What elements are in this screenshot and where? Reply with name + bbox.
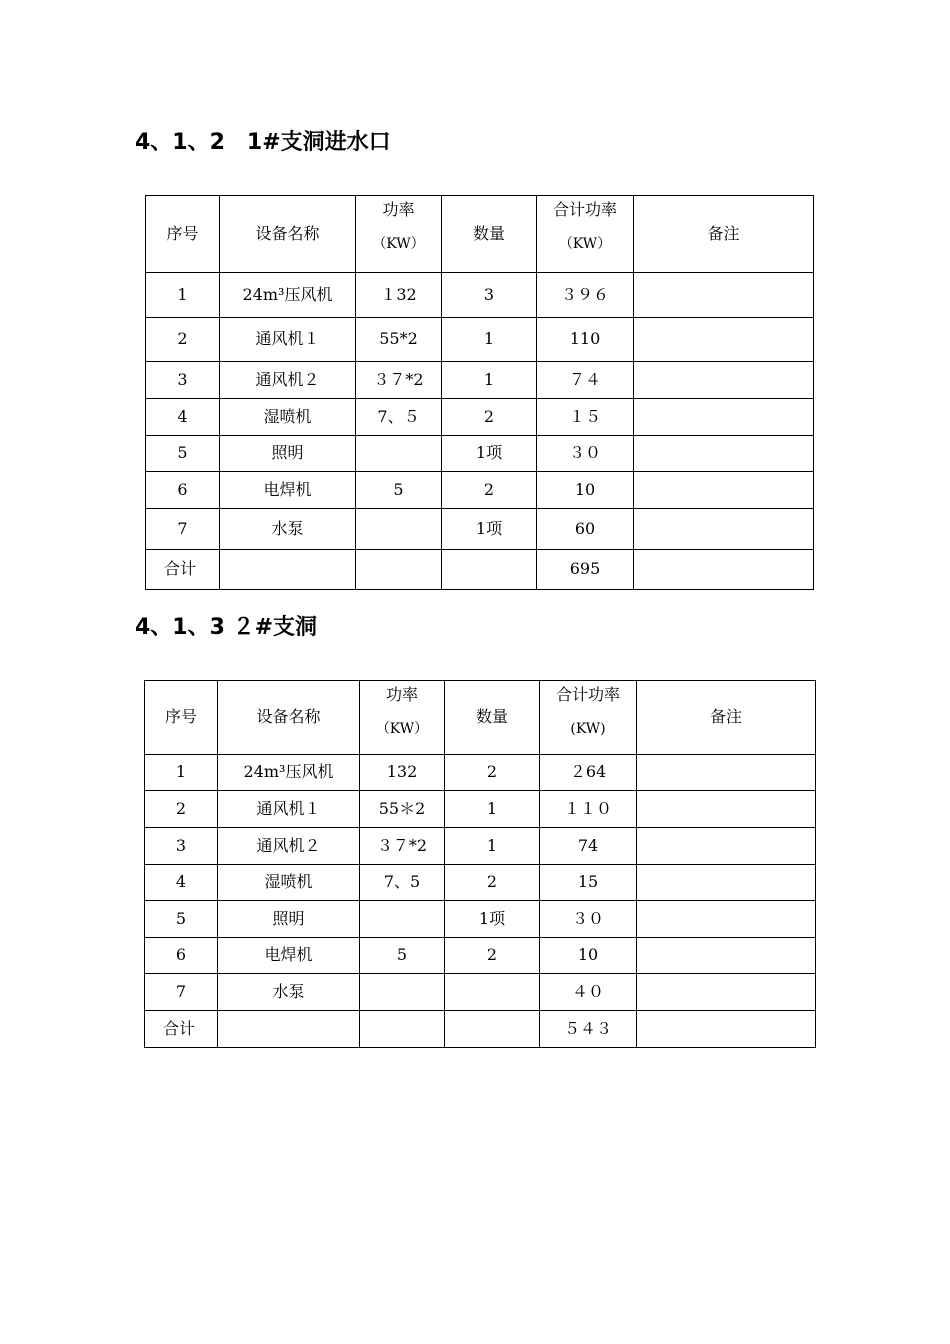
cell-name: 水泵 <box>220 509 356 550</box>
cell-remark <box>637 791 816 828</box>
cell-name: 水泵 <box>218 974 360 1011</box>
table-row <box>146 472 814 509</box>
cell-power: 55＊2 <box>360 791 445 828</box>
cell-total: 110 <box>537 318 634 362</box>
cell-no: 5 <box>146 436 220 472</box>
table-row <box>145 828 816 865</box>
cell-remark <box>637 974 816 1011</box>
cell-remark <box>634 318 814 362</box>
cell-total: ２64 <box>540 755 637 791</box>
cell-name: 照明 <box>220 436 356 472</box>
cell-remark <box>637 901 816 938</box>
table-row <box>145 791 816 828</box>
cell-remark <box>637 828 816 865</box>
cell-remark <box>634 436 814 472</box>
cell-name: 电焊机 <box>218 938 360 974</box>
cell-no: 6 <box>146 472 220 509</box>
cell-no: 2 <box>145 791 218 828</box>
header-total <box>537 196 634 273</box>
cell-total: ３９６ <box>537 273 634 318</box>
cell-total-label: 合计 <box>146 550 220 590</box>
table-row <box>145 901 816 938</box>
equipment-power-table-1 <box>145 195 814 590</box>
cell-power: 7、5 <box>360 865 445 901</box>
cell-qty: 1 <box>445 791 540 828</box>
cell-power: 55*2 <box>356 318 442 362</box>
cell-name: 24m³压风机 <box>218 755 360 791</box>
cell-qty: 1 <box>445 828 540 865</box>
cell-name <box>220 550 356 590</box>
cell-no: 4 <box>145 865 218 901</box>
cell-qty: 1项 <box>442 436 537 472</box>
cell-remark <box>637 755 816 791</box>
cell-name: 通风机２ <box>220 362 356 399</box>
cell-no: 7 <box>146 509 220 550</box>
cell-power: 132 <box>360 755 445 791</box>
cell-name <box>218 1011 360 1048</box>
cell-total: 74 <box>540 828 637 865</box>
cell-total: 10 <box>537 472 634 509</box>
cell-name: 24m³压风机 <box>220 273 356 318</box>
table-row <box>146 318 814 362</box>
cell-power: 5 <box>356 472 442 509</box>
header-no: 序号 <box>146 196 220 273</box>
cell-no: 3 <box>146 362 220 399</box>
cell-power: 7、５ <box>356 399 442 436</box>
cell-remark <box>637 938 816 974</box>
cell-power <box>356 550 442 590</box>
header-power <box>360 681 445 755</box>
cell-total: 60 <box>537 509 634 550</box>
header-name: 设备名称 <box>218 681 360 755</box>
cell-power <box>356 436 442 472</box>
cell-remark <box>637 1011 816 1048</box>
header-total-label: 合计功率 <box>555 685 620 704</box>
cell-name: 通风机２ <box>218 828 360 865</box>
cell-qty: 1项 <box>445 901 540 938</box>
cell-qty: 2 <box>445 865 540 901</box>
cell-no: 1 <box>146 273 220 318</box>
table-row <box>146 436 814 472</box>
header-total-unit: （KW） <box>558 235 612 252</box>
cell-name: 通风机１ <box>220 318 356 362</box>
cell-power <box>356 509 442 550</box>
table-row <box>146 509 814 550</box>
cell-remark <box>634 472 814 509</box>
cell-no: 6 <box>145 938 218 974</box>
table-total-row <box>145 1011 816 1048</box>
table-row <box>145 974 816 1011</box>
cell-name: 湿喷机 <box>218 865 360 901</box>
cell-total: ３０ <box>540 901 637 938</box>
header-remark: 备注 <box>634 196 814 273</box>
cell-total: ３０ <box>537 436 634 472</box>
equipment-power-table-2 <box>144 680 816 1048</box>
cell-total: 15 <box>540 865 637 901</box>
cell-no: 1 <box>145 755 218 791</box>
header-qty: 数量 <box>442 196 537 273</box>
header-total <box>540 681 637 755</box>
cell-qty: 1 <box>442 318 537 362</box>
table-row <box>146 362 814 399</box>
cell-total: １５ <box>537 399 634 436</box>
cell-name: 电焊机 <box>220 472 356 509</box>
header-power-label: 功率 <box>385 685 418 704</box>
cell-name: 照明 <box>218 901 360 938</box>
cell-no: 5 <box>145 901 218 938</box>
cell-name: 通风机１ <box>218 791 360 828</box>
header-qty: 数量 <box>445 681 540 755</box>
cell-no: 3 <box>145 828 218 865</box>
cell-qty <box>445 1011 540 1048</box>
cell-power: 5 <box>360 938 445 974</box>
cell-power: ３７*2 <box>360 828 445 865</box>
header-remark: 备注 <box>637 681 816 755</box>
cell-remark <box>634 509 814 550</box>
table-row <box>146 273 814 318</box>
table-header-row <box>145 681 816 755</box>
cell-qty: 2 <box>445 755 540 791</box>
table-total-row <box>146 550 814 590</box>
cell-qty: 3 <box>442 273 537 318</box>
cell-total: ７４ <box>537 362 634 399</box>
header-power-unit: （KW） <box>375 720 429 737</box>
cell-total: 695 <box>537 550 634 590</box>
cell-no: 2 <box>146 318 220 362</box>
cell-total: 10 <box>540 938 637 974</box>
cell-total: １１０ <box>540 791 637 828</box>
cell-qty <box>442 550 537 590</box>
cell-power <box>360 974 445 1011</box>
table-row <box>145 938 816 974</box>
cell-remark <box>637 865 816 901</box>
header-name: 设备名称 <box>220 196 356 273</box>
section-heading-1: 4、1、2 1#支洞进水口 <box>135 130 391 155</box>
cell-total-label: 合计 <box>145 1011 218 1048</box>
cell-remark <box>634 273 814 318</box>
cell-total: ５４３ <box>540 1011 637 1048</box>
section-heading-2: 4、1、3 ２#支洞 <box>135 615 318 640</box>
cell-no: 7 <box>145 974 218 1011</box>
cell-remark <box>634 399 814 436</box>
cell-remark <box>634 362 814 399</box>
cell-qty <box>445 974 540 1011</box>
cell-total: ４０ <box>540 974 637 1011</box>
cell-power: ３７*2 <box>356 362 442 399</box>
header-power <box>356 196 442 273</box>
cell-qty: 2 <box>445 938 540 974</box>
cell-qty: 1 <box>442 362 537 399</box>
header-power-unit: （KW） <box>372 235 425 252</box>
cell-qty: 1项 <box>442 509 537 550</box>
cell-name: 湿喷机 <box>220 399 356 436</box>
table-row <box>145 865 816 901</box>
cell-power: １32 <box>356 273 442 318</box>
cell-no: 4 <box>146 399 220 436</box>
table-row <box>146 399 814 436</box>
header-no: 序号 <box>145 681 218 755</box>
header-power-label: 功率 <box>382 200 415 219</box>
header-total-unit: (KW) <box>570 720 606 737</box>
cell-qty: 2 <box>442 399 537 436</box>
table-row <box>145 755 816 791</box>
cell-power <box>360 901 445 938</box>
cell-qty: 2 <box>442 472 537 509</box>
table-header-row <box>146 196 814 273</box>
header-total-label: 合计功率 <box>552 200 617 219</box>
cell-remark <box>634 550 814 590</box>
cell-power <box>360 1011 445 1048</box>
